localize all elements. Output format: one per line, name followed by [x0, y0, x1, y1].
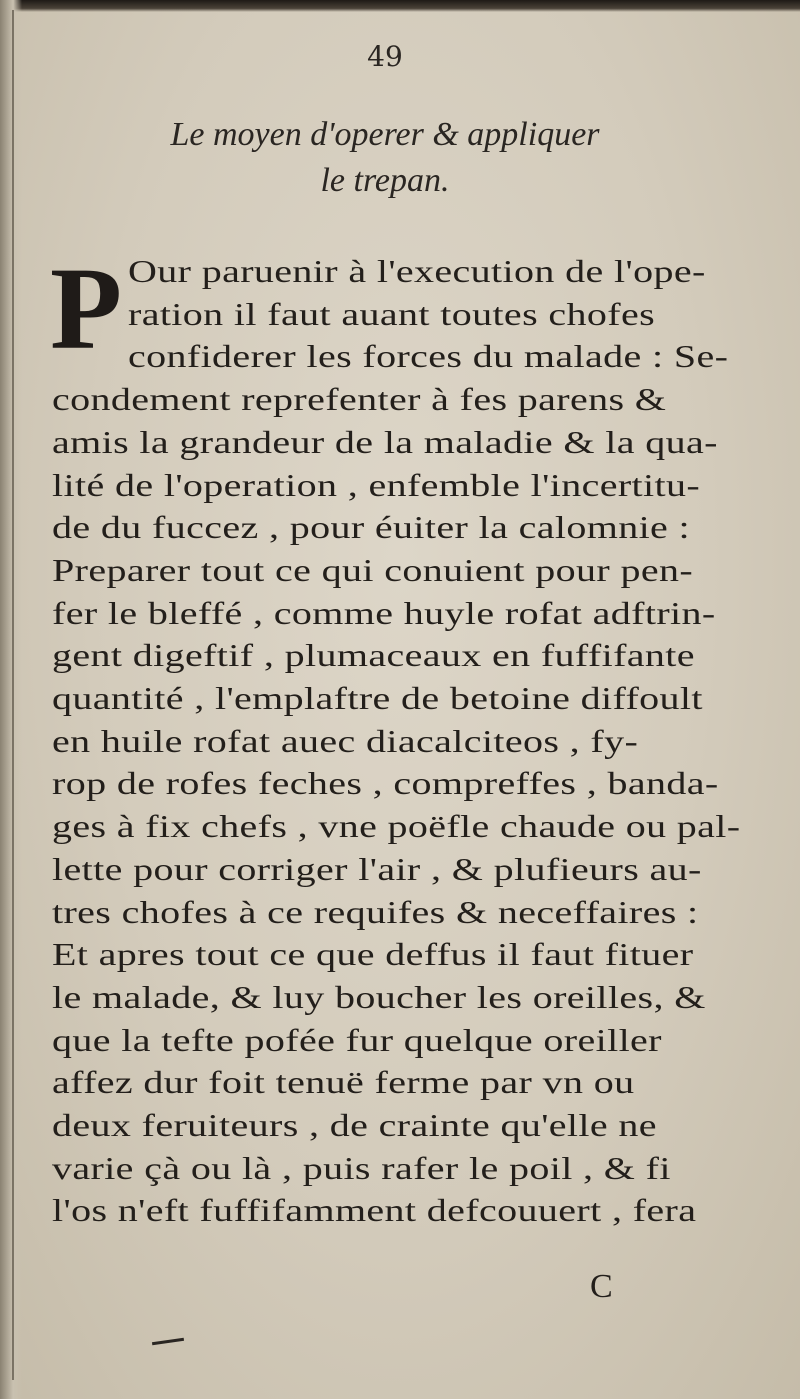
- text-line: ration il faut auant toutes chofes: [128, 295, 656, 332]
- page-number: 49: [367, 40, 403, 73]
- catchword: C: [590, 1268, 613, 1305]
- text-line: quantité , l'emplaftre de betoine diffoult: [52, 680, 703, 716]
- text-line: le malade, & luy boucher les oreilles, &: [52, 978, 706, 1015]
- text-line: que la tefte pofée fur quelque oreiller: [52, 1021, 662, 1058]
- text-line: fer le bleffé , comme huyle rofat adftrin-: [52, 594, 716, 631]
- text-line: condement reprefenter à fes parens &: [52, 381, 667, 418]
- text-line: tres chofes à ce requifes & neceffaires :: [52, 893, 699, 930]
- text-line: ges à fix chefs , vne poëfle chaude ou pal-: [52, 808, 741, 845]
- text-line: amis la grandeur de la maladie & la qua-: [52, 423, 718, 460]
- text-line: lité de l'operation , enfemble l'incertitu-: [52, 466, 701, 503]
- text-line: confiderer les forces du malade : Se-: [128, 338, 729, 375]
- heading-line-1: Le moyen d'operer & appliquer: [170, 116, 600, 153]
- text-line: lette pour corriger l'air , & plufieurs au-: [52, 850, 702, 887]
- text-line: gent digeftif , plumaceaux en fuffifante: [52, 637, 695, 674]
- text-line: Our paruenir à l'execution de l'ope-: [128, 253, 706, 289]
- text-line: affez dur foit tenuë ferme par vn ou: [52, 1064, 635, 1101]
- text-line: Et apres tout ce que deffus il faut fituer: [52, 936, 694, 973]
- text-line: deux feruiteurs , de crainte qu'elle ne: [52, 1107, 657, 1143]
- text-line: rop de rofes feches , compreffes , banda-: [52, 765, 719, 802]
- text-line: l'os n'eft fuffifamment defcouuert , fera: [52, 1192, 697, 1229]
- heading-line-2: le trepan.: [320, 162, 450, 199]
- drop-cap-initial: P: [50, 243, 123, 374]
- text-line: de du fuccez , pour éuiter la calomnie :: [52, 509, 691, 546]
- text-line: en huile rofat auec diacalciteos , fy-: [52, 722, 639, 759]
- text-line: Preparer tout ce qui conuient pour pen-: [52, 551, 694, 588]
- text-line: varie çà ou là , puis rafer le poil , & fi: [52, 1149, 671, 1186]
